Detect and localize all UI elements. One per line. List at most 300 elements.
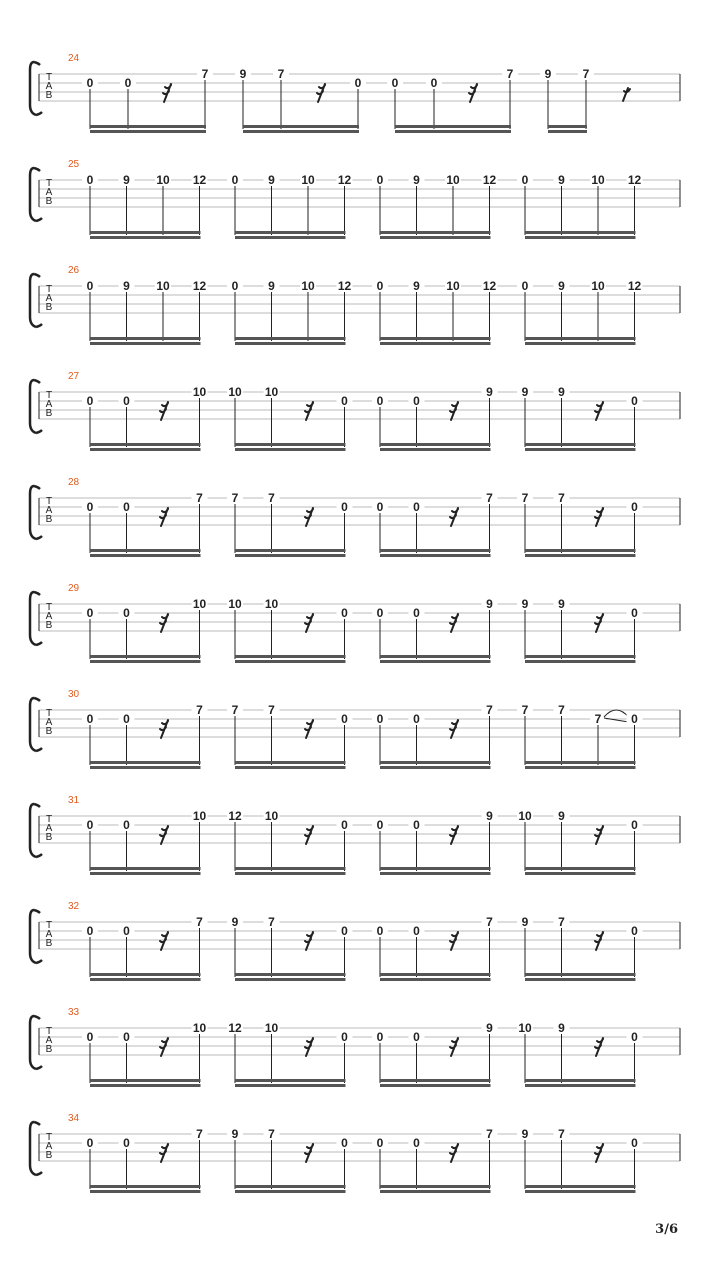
fret-number: 0 (123, 712, 130, 726)
fret-number: 7 (268, 491, 275, 505)
fret-number: 7 (268, 915, 275, 929)
fret-number: 7 (506, 67, 514, 81)
fret-number: 7 (558, 703, 565, 717)
measure-number: 24 (68, 53, 80, 64)
sixteenth-rest (595, 826, 603, 844)
fret-number: 0 (231, 279, 239, 293)
beam (548, 130, 587, 133)
beam (380, 342, 491, 345)
tab-clef-letter: T (45, 708, 53, 719)
sixteenth-rest (160, 1144, 168, 1162)
beam (525, 549, 636, 552)
measure-number: 26 (68, 265, 80, 276)
fret-number: 0 (631, 818, 638, 832)
sixteenth-rest (595, 508, 603, 526)
beam (235, 337, 346, 340)
fret-number: 10 (518, 1021, 532, 1035)
fret-number: 10 (264, 1021, 279, 1035)
beam (525, 448, 636, 451)
fret-number: 0 (376, 1136, 384, 1150)
tab-clef-letter: A (45, 1141, 53, 1152)
fret-number: 10 (156, 279, 170, 293)
fret-number: 0 (341, 500, 348, 514)
beam (235, 1185, 346, 1188)
beam (380, 1079, 491, 1082)
beam (243, 130, 359, 133)
sixteenth-rest (163, 84, 171, 102)
measure-number: 25 (68, 159, 80, 170)
beam (380, 973, 491, 976)
tab-clef-letter: B (45, 196, 53, 207)
fret-number: 10 (156, 173, 170, 187)
beam (235, 236, 346, 239)
fret-number: 0 (86, 924, 94, 938)
tab-clef-letter: A (45, 1035, 53, 1046)
fret-number: 0 (631, 394, 638, 408)
sixteenth-rest (595, 1038, 603, 1056)
tab-system (30, 795, 680, 875)
tab-system (30, 901, 680, 981)
sixteenth-rest (305, 508, 313, 526)
beam (235, 978, 346, 981)
beam (90, 978, 201, 981)
fret-number: 9 (558, 809, 565, 823)
beam (90, 443, 201, 446)
tab-clef-letter: T (45, 72, 53, 83)
beam (525, 973, 636, 976)
beam (395, 125, 511, 128)
sixteenth-rest (160, 1038, 168, 1056)
fret-number: 0 (341, 606, 348, 620)
beam (90, 1084, 201, 1087)
system-brace (30, 1122, 42, 1175)
measure-number: 27 (68, 371, 80, 382)
fret-number: 0 (631, 924, 638, 938)
fret-number: 0 (123, 818, 130, 832)
tab-clef-letter: T (45, 284, 53, 295)
fret-number: 7 (582, 67, 590, 81)
fret-number: 0 (123, 394, 130, 408)
sixteenth-rest (160, 508, 168, 526)
beam (525, 655, 636, 658)
fret-number: 7 (486, 1127, 493, 1141)
sixteenth-rest (305, 932, 313, 950)
sixteenth-rest (305, 402, 313, 420)
fret-number: 0 (521, 279, 529, 293)
beam (380, 766, 491, 769)
fret-number: 0 (631, 500, 638, 514)
beam (525, 872, 636, 875)
tab-system (30, 53, 680, 133)
measure-number: 29 (68, 583, 80, 594)
fret-number: 12 (627, 279, 642, 293)
fret-number: 10 (192, 597, 207, 611)
beam (525, 231, 636, 234)
beam (525, 1190, 636, 1193)
fret-number: 0 (376, 818, 384, 832)
fret-number: 10 (591, 173, 605, 187)
tab-clef-letter: B (45, 938, 53, 949)
fret-number: 10 (228, 385, 242, 399)
tab-system (30, 477, 680, 557)
fret-number: 7 (231, 491, 239, 505)
beam (235, 443, 346, 446)
beam (380, 1185, 491, 1188)
fret-number: 0 (86, 606, 94, 620)
beam (525, 660, 636, 663)
fret-number: 9 (544, 67, 552, 81)
fret-number: 9 (486, 597, 493, 611)
sixteenth-rest (450, 508, 458, 526)
fret-number: 9 (486, 1021, 493, 1035)
beam (235, 1084, 346, 1087)
sixteenth-rest (160, 402, 168, 420)
tab-clef-letter: T (45, 920, 53, 931)
fret-number: 10 (301, 173, 315, 187)
tab-clef-letter: A (45, 81, 53, 92)
fret-number: 9 (268, 173, 275, 187)
fret-number: 12 (192, 279, 207, 293)
fret-number: 0 (376, 924, 384, 938)
sixteenth-rest (160, 826, 168, 844)
system-brace (30, 804, 42, 857)
fret-number: 9 (558, 279, 565, 293)
sixteenth-rest (450, 720, 458, 738)
beam (525, 978, 636, 981)
fret-number: 12 (228, 809, 242, 823)
fret-number: 0 (631, 1136, 638, 1150)
tab-clef-letter: B (45, 726, 53, 737)
beam (90, 1079, 201, 1082)
fret-number: 12 (482, 279, 497, 293)
tab-clef-letter: T (45, 178, 53, 189)
beam (90, 1190, 201, 1193)
fret-number: 9 (558, 1021, 565, 1035)
beam (235, 342, 346, 345)
tab-clef-letter: B (45, 408, 53, 419)
fret-number: 0 (413, 924, 420, 938)
tab-system (30, 265, 680, 345)
beam (90, 761, 201, 764)
fret-number: 12 (228, 1021, 242, 1035)
fret-number: 0 (86, 818, 94, 832)
fret-number: 9 (558, 173, 565, 187)
fret-number: 9 (268, 279, 275, 293)
fret-number: 7 (196, 491, 203, 505)
beam (380, 867, 491, 870)
tab-clef-letter: B (45, 1044, 53, 1055)
fret-number: 0 (631, 606, 638, 620)
tab-clef-letter: B (45, 832, 53, 843)
fret-number: 0 (86, 76, 94, 90)
beam (380, 978, 491, 981)
tab-clef-letter: T (45, 1132, 53, 1143)
fret-number: 10 (192, 385, 207, 399)
beam (380, 1190, 491, 1193)
measure-number: 28 (68, 477, 80, 488)
system-brace (30, 380, 42, 433)
fret-number: 0 (413, 1030, 420, 1044)
fret-number: 10 (591, 279, 605, 293)
beam (90, 130, 206, 133)
fret-number: 7 (486, 491, 493, 505)
tab-clef-letter: B (45, 302, 53, 313)
tab-system (30, 1007, 680, 1087)
beam (90, 231, 201, 234)
tab-system (30, 371, 680, 451)
fret-number: 0 (376, 279, 384, 293)
fret-number: 0 (413, 606, 420, 620)
beam (380, 337, 491, 340)
beam (235, 554, 346, 557)
sixteenth-rest (595, 932, 603, 950)
beam (380, 660, 491, 663)
fret-number: 7 (196, 1127, 203, 1141)
beam (235, 231, 346, 234)
beam (525, 766, 636, 769)
tab-system (30, 583, 680, 663)
fret-number: 10 (301, 279, 315, 293)
fret-number: 0 (376, 606, 384, 620)
slur-tie (604, 710, 629, 717)
fret-number: 12 (482, 173, 497, 187)
fret-number: 10 (446, 279, 460, 293)
fret-number: 0 (376, 500, 384, 514)
fret-number: 9 (521, 385, 529, 399)
fret-number: 0 (86, 1136, 94, 1150)
beam (235, 1079, 346, 1082)
fret-number: 0 (413, 500, 420, 514)
sixteenth-rest (450, 402, 458, 420)
fret-number: 9 (413, 173, 420, 187)
fret-number: 9 (239, 67, 247, 81)
measure-number: 33 (68, 1007, 80, 1018)
fret-number: 7 (594, 712, 602, 726)
fret-number: 0 (354, 76, 362, 90)
fret-number: 12 (337, 279, 352, 293)
beam (380, 761, 491, 764)
beam (235, 655, 346, 658)
tab-system (30, 159, 680, 239)
tab-clef-letter: A (45, 823, 53, 834)
system-brace (30, 592, 42, 645)
fret-number: 9 (123, 279, 130, 293)
fret-number: 12 (192, 173, 207, 187)
measure-number: 30 (68, 689, 80, 700)
fret-number: 7 (231, 703, 239, 717)
fret-number: 0 (521, 173, 529, 187)
fret-number: 10 (518, 809, 532, 823)
beam (525, 867, 636, 870)
beam (380, 549, 491, 552)
tab-clef-letter: T (45, 390, 53, 401)
fret-number: 0 (123, 1136, 130, 1150)
sixteenth-rest (450, 614, 458, 632)
fret-number: 0 (341, 1136, 348, 1150)
beam (525, 1079, 636, 1082)
tab-clef-letter: A (45, 611, 53, 622)
beam (90, 236, 201, 239)
fret-number: 0 (631, 1030, 638, 1044)
beam (525, 1185, 636, 1188)
fret-number: 0 (413, 712, 420, 726)
beam (380, 872, 491, 875)
sixteenth-rest (623, 88, 630, 101)
fret-number: 10 (264, 809, 279, 823)
beam (235, 660, 346, 663)
fret-number: 9 (413, 279, 420, 293)
beam (525, 337, 636, 340)
fret-number: 7 (558, 915, 565, 929)
beam (90, 867, 201, 870)
fret-number: 0 (376, 1030, 384, 1044)
sixteenth-rest (450, 1038, 458, 1056)
sixteenth-rest (305, 1144, 313, 1162)
beam (90, 342, 201, 345)
tab-clef-letter: A (45, 187, 53, 198)
fret-number: 0 (123, 1030, 130, 1044)
fret-number: 7 (277, 67, 285, 81)
fret-number: 0 (86, 279, 94, 293)
beam (235, 549, 346, 552)
fret-number: 0 (341, 712, 348, 726)
beam (380, 443, 491, 446)
fret-number: 7 (486, 703, 493, 717)
beam (90, 337, 201, 340)
beam (243, 125, 359, 128)
fret-number: 9 (521, 597, 529, 611)
fret-number: 0 (124, 76, 132, 90)
beam (235, 867, 346, 870)
fret-number: 0 (86, 394, 94, 408)
system-brace (30, 1016, 42, 1069)
fret-number: 12 (337, 173, 352, 187)
fret-number: 0 (413, 1136, 420, 1150)
beam (90, 766, 201, 769)
beam (235, 761, 346, 764)
fret-number: 7 (268, 703, 275, 717)
system-brace (30, 698, 42, 751)
beam (525, 443, 636, 446)
tab-clef-letter: T (45, 602, 53, 613)
beam (90, 872, 201, 875)
fret-number: 7 (486, 915, 493, 929)
beam (380, 1084, 491, 1087)
tab-system (30, 689, 680, 769)
fret-number: 12 (627, 173, 642, 187)
fret-number: 0 (123, 924, 130, 938)
sixteenth-rest (160, 614, 168, 632)
sixteenth-rest (160, 932, 168, 950)
fret-number: 7 (521, 703, 529, 717)
fret-number: 0 (631, 712, 638, 726)
fret-number: 0 (413, 818, 420, 832)
beam (90, 1185, 201, 1188)
system-brace (30, 910, 42, 963)
fret-number: 0 (86, 712, 94, 726)
sixteenth-rest (305, 1038, 313, 1056)
beam (525, 554, 636, 557)
sixteenth-rest (450, 932, 458, 950)
beam (90, 125, 206, 128)
fret-number: 0 (123, 500, 130, 514)
tab-clef-letter: B (45, 514, 53, 525)
beam (548, 125, 587, 128)
tab-clef-letter: B (45, 1150, 53, 1161)
fret-number: 0 (231, 173, 239, 187)
fret-number: 9 (521, 1127, 529, 1141)
beam (525, 761, 636, 764)
fret-number: 0 (391, 76, 399, 90)
beam (525, 1084, 636, 1087)
measure-number: 34 (68, 1113, 80, 1124)
fret-number: 9 (558, 597, 565, 611)
fret-number: 7 (268, 1127, 275, 1141)
tab-clef-letter: A (45, 505, 53, 516)
fret-number: 9 (231, 1127, 239, 1141)
tab-clef-letter: T (45, 496, 53, 507)
tab-clef-letter: T (45, 814, 53, 825)
fret-number: 0 (341, 1030, 348, 1044)
fret-number: 0 (123, 606, 130, 620)
fret-number: 10 (446, 173, 460, 187)
sixteenth-rest (317, 84, 325, 102)
beam (235, 1190, 346, 1193)
beam (90, 660, 201, 663)
beam (235, 973, 346, 976)
sixteenth-rest (469, 84, 477, 102)
system-brace (30, 62, 42, 115)
sixteenth-rest (305, 720, 313, 738)
measure-number: 31 (68, 795, 80, 806)
sixteenth-rest (305, 614, 313, 632)
sixteenth-rest (450, 826, 458, 844)
beam (380, 448, 491, 451)
fret-number: 7 (196, 915, 203, 929)
tab-clef-letter: B (45, 90, 53, 101)
tab-clef-letter: A (45, 717, 53, 728)
fret-number: 10 (192, 809, 207, 823)
fret-number: 10 (264, 385, 279, 399)
fret-number: 9 (486, 809, 493, 823)
sixteenth-rest (595, 1144, 603, 1162)
fret-number: 0 (376, 394, 384, 408)
page-number: 3/6 (655, 1222, 678, 1237)
beam (235, 872, 346, 875)
beam (90, 549, 201, 552)
beam (380, 231, 491, 234)
beam (90, 973, 201, 976)
tab-clef-letter: T (45, 1026, 53, 1037)
beam (380, 236, 491, 239)
sixteenth-rest (160, 720, 168, 738)
fret-number: 9 (486, 385, 493, 399)
fret-number: 0 (413, 394, 420, 408)
beam (90, 448, 201, 451)
fret-number: 0 (376, 173, 384, 187)
beam (380, 554, 491, 557)
sixteenth-rest (305, 826, 313, 844)
fret-number: 10 (264, 597, 279, 611)
fret-number: 10 (228, 597, 242, 611)
sixteenth-rest (595, 402, 603, 420)
fret-number: 7 (201, 67, 209, 81)
beam (395, 130, 511, 133)
fret-number: 9 (231, 915, 239, 929)
system-brace (30, 486, 42, 539)
system-brace (30, 274, 42, 327)
sixteenth-rest (595, 614, 603, 632)
